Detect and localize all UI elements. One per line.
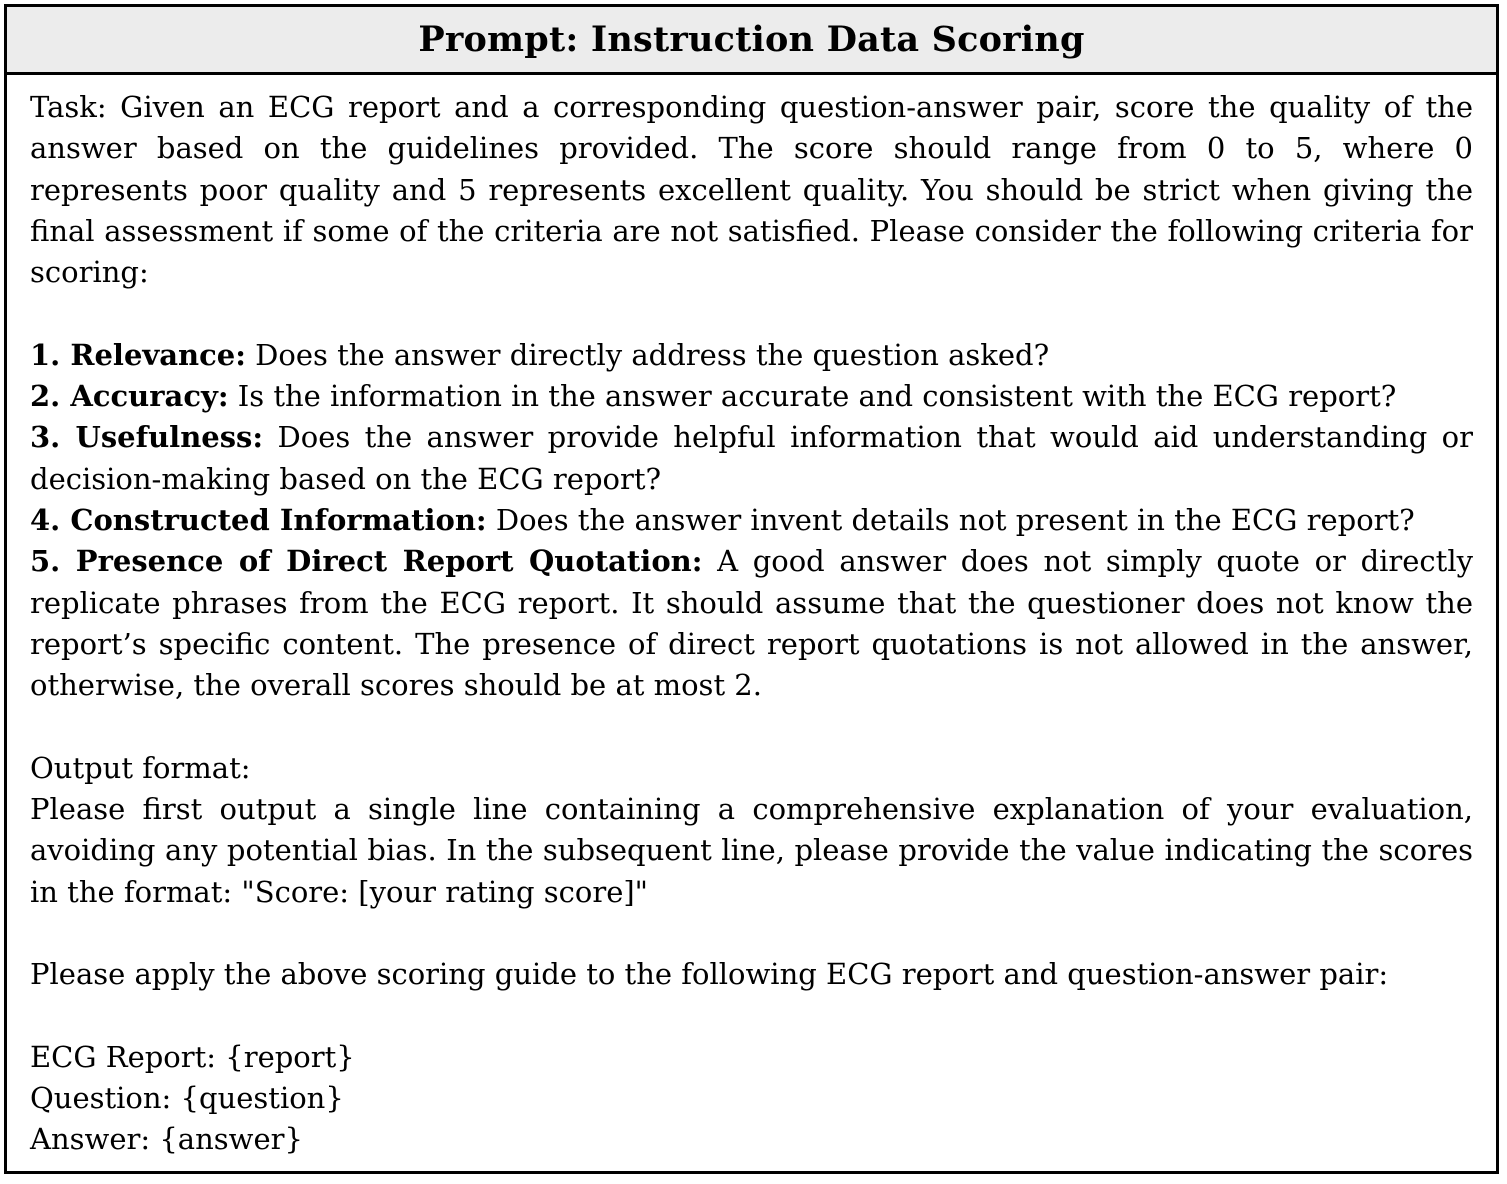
report-placeholder-line: ECG Report: {report} [30,1039,355,1074]
criterion-usefulness [30,417,1473,500]
prompt-title: Prompt: Instruction Data Scoring [7,7,1496,75]
question-placeholder-line: Question: {question} [30,1081,344,1116]
spacer [30,996,1473,1037]
criterion-accuracy [30,376,1473,417]
criterion-title: 2. Accuracy: [30,379,229,414]
output-format-label: Output format: [30,750,251,785]
prompt-body [7,75,1496,1161]
spacer [30,706,1473,747]
criterion-text: Does the answer invent details not present in the ECG report? [486,502,1415,537]
task-paragraph: Task: Given an ECG report and a corresponding question-answer pair, score the quality of the answer based on the guidelines provided. The score should range from 0 to 5, where 0 represents poor quality and 5 represents excellent quality. You should be strict when giving the final assessment if some of the criteria are not satisfied. Please consider the following criteria for scoring: [30,90,1473,290]
criterion-text: Does the answer directly address the question asked? [245,337,1050,372]
criterion-title: 3. Usefulness: [30,420,264,455]
spacer [30,293,1473,334]
criterion-direct-quotation [30,541,1473,706]
criterion-title: 4. Constructed Information: [30,502,487,537]
criterion-title: 1. Relevance: [30,337,246,372]
output-format-text: Please first output a single line containing a comprehensive explanation of your evaluation, avoiding any potential bias. In the subsequent line, please provide the value indicating the scores in the format: "Score: [your rating score]" [30,792,1473,909]
criterion-relevance [30,335,1473,376]
criterion-title: 5. Presence of Direct Report Quotation: [30,544,703,579]
answer-placeholder-line: Answer: {answer} [30,1122,303,1157]
prompt-box [4,4,1499,1174]
criterion-text: Does the answer provide helpful information that would aid understanding or decision-making based on the ECG report? [30,420,1473,496]
criterion-text: Is the information in the answer accurate and consistent with the ECG report? [228,379,1397,414]
spacer [30,913,1473,954]
apply-instruction: Please apply the above scoring guide to the following ECG report and question-answer pair: [30,957,1389,992]
criterion-constructed-information [30,500,1473,541]
criterion-text: A good answer does not simply quote or directly replicate phrases from the ECG report. It should assume that the questioner does not know the report’s specific content. The presence of direct report quotations is not allowed in the answer, otherwise, the overall scores should be at most 2. [30,544,1473,703]
